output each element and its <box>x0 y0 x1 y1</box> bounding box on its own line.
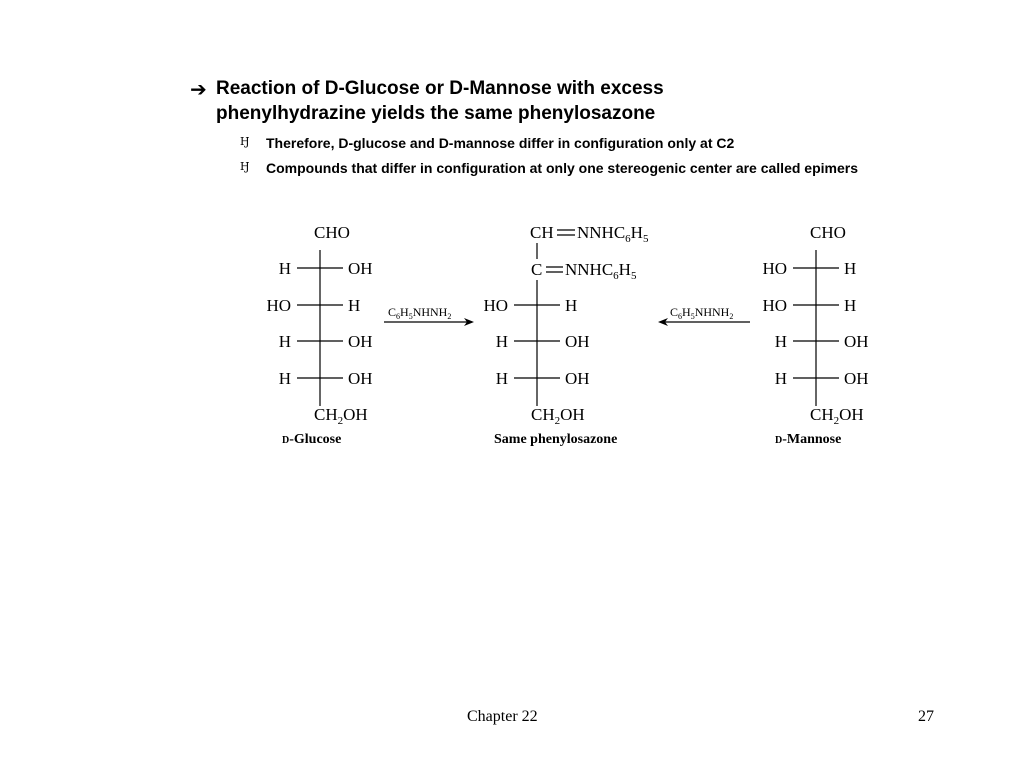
osazone-c2-substituent: $NNHC_6H_5$ <box>565 260 637 282</box>
glucose-bottom-group: $CH_2OH$ <box>314 405 368 427</box>
mannose-c3-right: H <box>844 296 857 315</box>
mannose-bottom-group: $CH_2OH$ <box>810 405 864 427</box>
d-mannose-structure <box>762 223 868 447</box>
sub-bullet <box>240 133 940 154</box>
d-glucose-structure <box>266 223 372 447</box>
glucose-c4-right: OH <box>348 332 373 351</box>
osazone-c4-left: H <box>495 332 508 351</box>
osazone-label: Same phenylosazone <box>494 432 618 447</box>
osazone-c5-right: OH <box>565 369 590 388</box>
osazone-bottom-group: $CH_2OH$ <box>531 405 585 427</box>
reagent-label: $C_6H_5NHNH_2$ <box>670 305 734 321</box>
osazone-c5-left: H <box>495 369 508 388</box>
sub-bullet <box>240 158 940 179</box>
osazone-c3-left: HO <box>483 296 508 315</box>
osazone-c4-right: OH <box>565 332 590 351</box>
glucose-c3-left: HO <box>266 296 291 315</box>
osazone-c1-substituent: $NNHC_6H_5$ <box>577 223 649 245</box>
reaction-arrow-right <box>384 305 474 326</box>
mannose-c4-left: H <box>774 332 787 351</box>
main-bullet <box>190 76 810 126</box>
glucose-c5-left: H <box>278 369 291 388</box>
main-bullet-text: Reaction of D-Glucose or D-Mannose with excess phenylhydrazine yields the same phenylosazone <box>216 78 664 124</box>
glucose-c2-right: OH <box>348 259 373 278</box>
osazone-c1: CH <box>530 223 554 242</box>
mannose-c3-left: HO <box>762 296 787 315</box>
mannose-c5-left: H <box>774 369 787 388</box>
mannose-top-group: CHO <box>810 223 846 242</box>
arrow-bullet-icon: ➔ <box>190 79 207 101</box>
footer-chapter: Chapter 22 <box>467 708 538 725</box>
glucose-c3-right: H <box>348 296 361 315</box>
sub-bullet-icon: Ӈ <box>240 135 250 148</box>
mannose-c2-right: H <box>844 259 857 278</box>
phenylosazone-structure <box>483 223 649 447</box>
mannose-label: D-Mannose <box>775 432 842 447</box>
glucose-label: D-Glucose <box>282 432 342 447</box>
reaction-arrow-left <box>658 305 750 326</box>
glucose-c5-right: OH <box>348 369 373 388</box>
glucose-c4-left: H <box>278 332 291 351</box>
sub-bullet-text: Therefore, D-glucose and D-mannose differ in configuration only at C2 <box>266 135 735 151</box>
osazone-c2: C <box>531 260 543 279</box>
glucose-c2-left: H <box>278 259 291 278</box>
sub-bullet-icon: Ӈ <box>240 160 250 173</box>
glucose-top-group: CHO <box>314 223 350 242</box>
osazone-c3-right: H <box>565 296 578 315</box>
sub-bullet-text: Compounds that differ in configuration at only one stereogenic center are called epimers <box>266 160 858 176</box>
osazone-reaction-figure <box>250 210 890 460</box>
mannose-c4-right: OH <box>844 332 869 351</box>
reagent-label: $C_6H_5NHNH_2$ <box>388 305 452 321</box>
mannose-c5-right: OH <box>844 369 869 388</box>
mannose-c2-left: HO <box>762 259 787 278</box>
footer-page-number: 27 <box>918 708 934 725</box>
